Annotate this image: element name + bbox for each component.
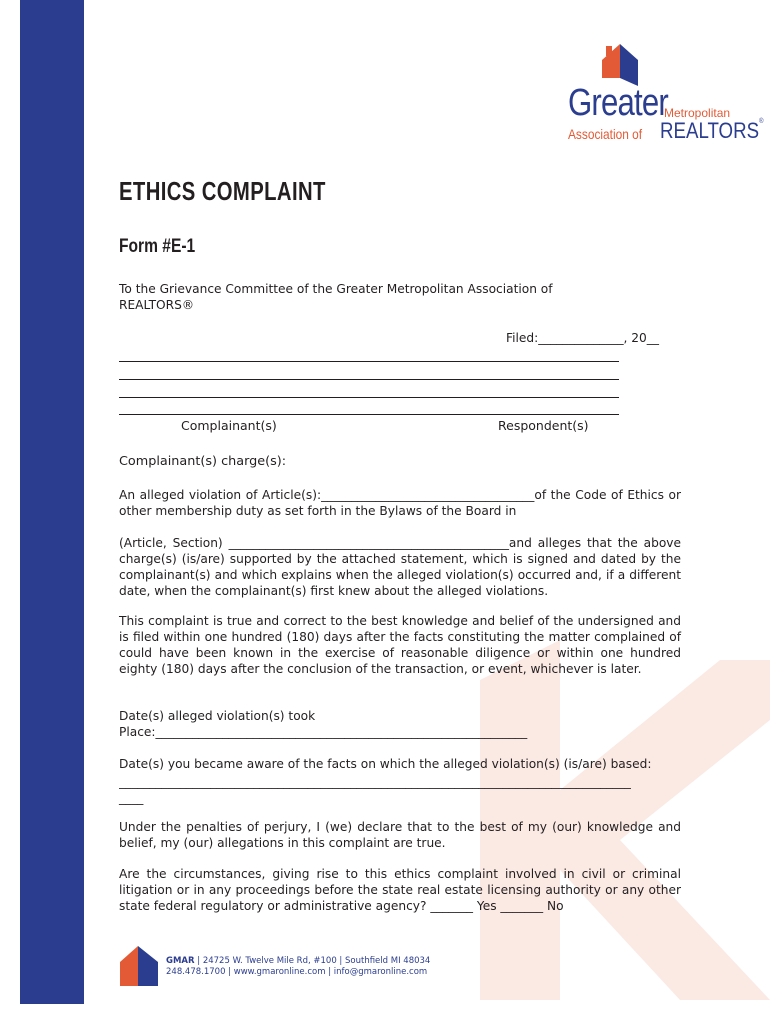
footer-brand: GMAR [166, 956, 195, 966]
violation-text: An alleged violation of Article(s):___________________________________of the Code of Ethics or other membership duty as set forth in the Bylaws of the Board in [119, 488, 681, 518]
complainant-respondent-line-2[interactable] [119, 379, 619, 380]
perjury-text: Under the penalties of perjury, I (we) declare that to the best of my (our) knowledge and belief, my (our) allegations in this complaint are true. [119, 820, 681, 850]
logo-metropolitan-text: Metropolitan [664, 106, 731, 120]
footer-address-text: | 24725 W. Twelve Mile Rd, #100 | Southfield MI 48034 [194, 956, 431, 966]
footer-house-icon [118, 944, 160, 986]
article-section-text: (Article, Section) ______________________________________________and alleges that the above charge(s) (is/are) supported by the attached statement, which is signed and dated by the complainant(s) and which explains when the alleged violation(s) occurred and, if a different date, when the complainant(s) first knew about the alleged violations. [119, 536, 681, 598]
footer-contact: 248.478.1700 | www.gmaronline.com | info@gmaronline.com [166, 967, 428, 977]
filed-date-field[interactable]: Filed:______________, 20__ [506, 331, 659, 345]
true-correct-text: This complaint is true and correct to the best knowledge and belief of the undersigned and is filed within one hundred (180) days after the facts constituting the matter complained of could have been known in the exercise of reasonable diligence or within one hundred eighty (180) days after the conclusion of the transaction, or event, whichever is later. [119, 614, 681, 676]
circumstances-text: Are the circumstances, giving rise to this ethics complaint involved in civil or criminal litigation or in any proceedings before the state real estate licensing authority or any other state federal regulatory or administrative agency? _______ Yes _______ No [119, 867, 681, 913]
gmar-logo [560, 40, 764, 150]
dates-took-place-text [119, 708, 681, 740]
aware-line-tail[interactable]: ____ [119, 791, 144, 805]
aware-line-field[interactable]: ____________________________________________________________________________________ [119, 775, 631, 789]
logo-realtors-text [660, 118, 763, 144]
complainant-respondent-line-1[interactable] [119, 361, 619, 362]
logo-association-text: Association of [568, 126, 643, 142]
page-title: ETHICS COMPLAINT [119, 176, 326, 206]
respondent-label: Respondent(s) [498, 418, 589, 433]
charges-heading: Complainant(s) charge(s): [119, 454, 287, 469]
form-number: Form #E-1 [119, 236, 196, 257]
logo-greater-text: Greater [568, 82, 668, 124]
dates-took-label: Date(s) alleged violation(s) took [119, 709, 316, 723]
house-mark-icon [598, 40, 642, 88]
intro-text: To the Grievance Committee of the Greater Metropolitan Association of REALTORS® [119, 282, 553, 312]
logo-realtors-word: REALTORS [660, 118, 760, 143]
footer-address [166, 956, 430, 966]
complainant-respondent-line-4[interactable] [119, 414, 619, 415]
place-field[interactable]: Place:_____________________________________________________________ [119, 725, 528, 739]
aware-text: Date(s) you became aware of the facts on which the alleged violation(s) (is/are) based: [119, 757, 652, 771]
logo-registered-mark: ® [759, 118, 764, 125]
left-blue-bar [20, 0, 84, 1004]
complainant-label: Complainant(s) [181, 418, 277, 433]
complainant-respondent-line-3[interactable] [119, 397, 619, 398]
